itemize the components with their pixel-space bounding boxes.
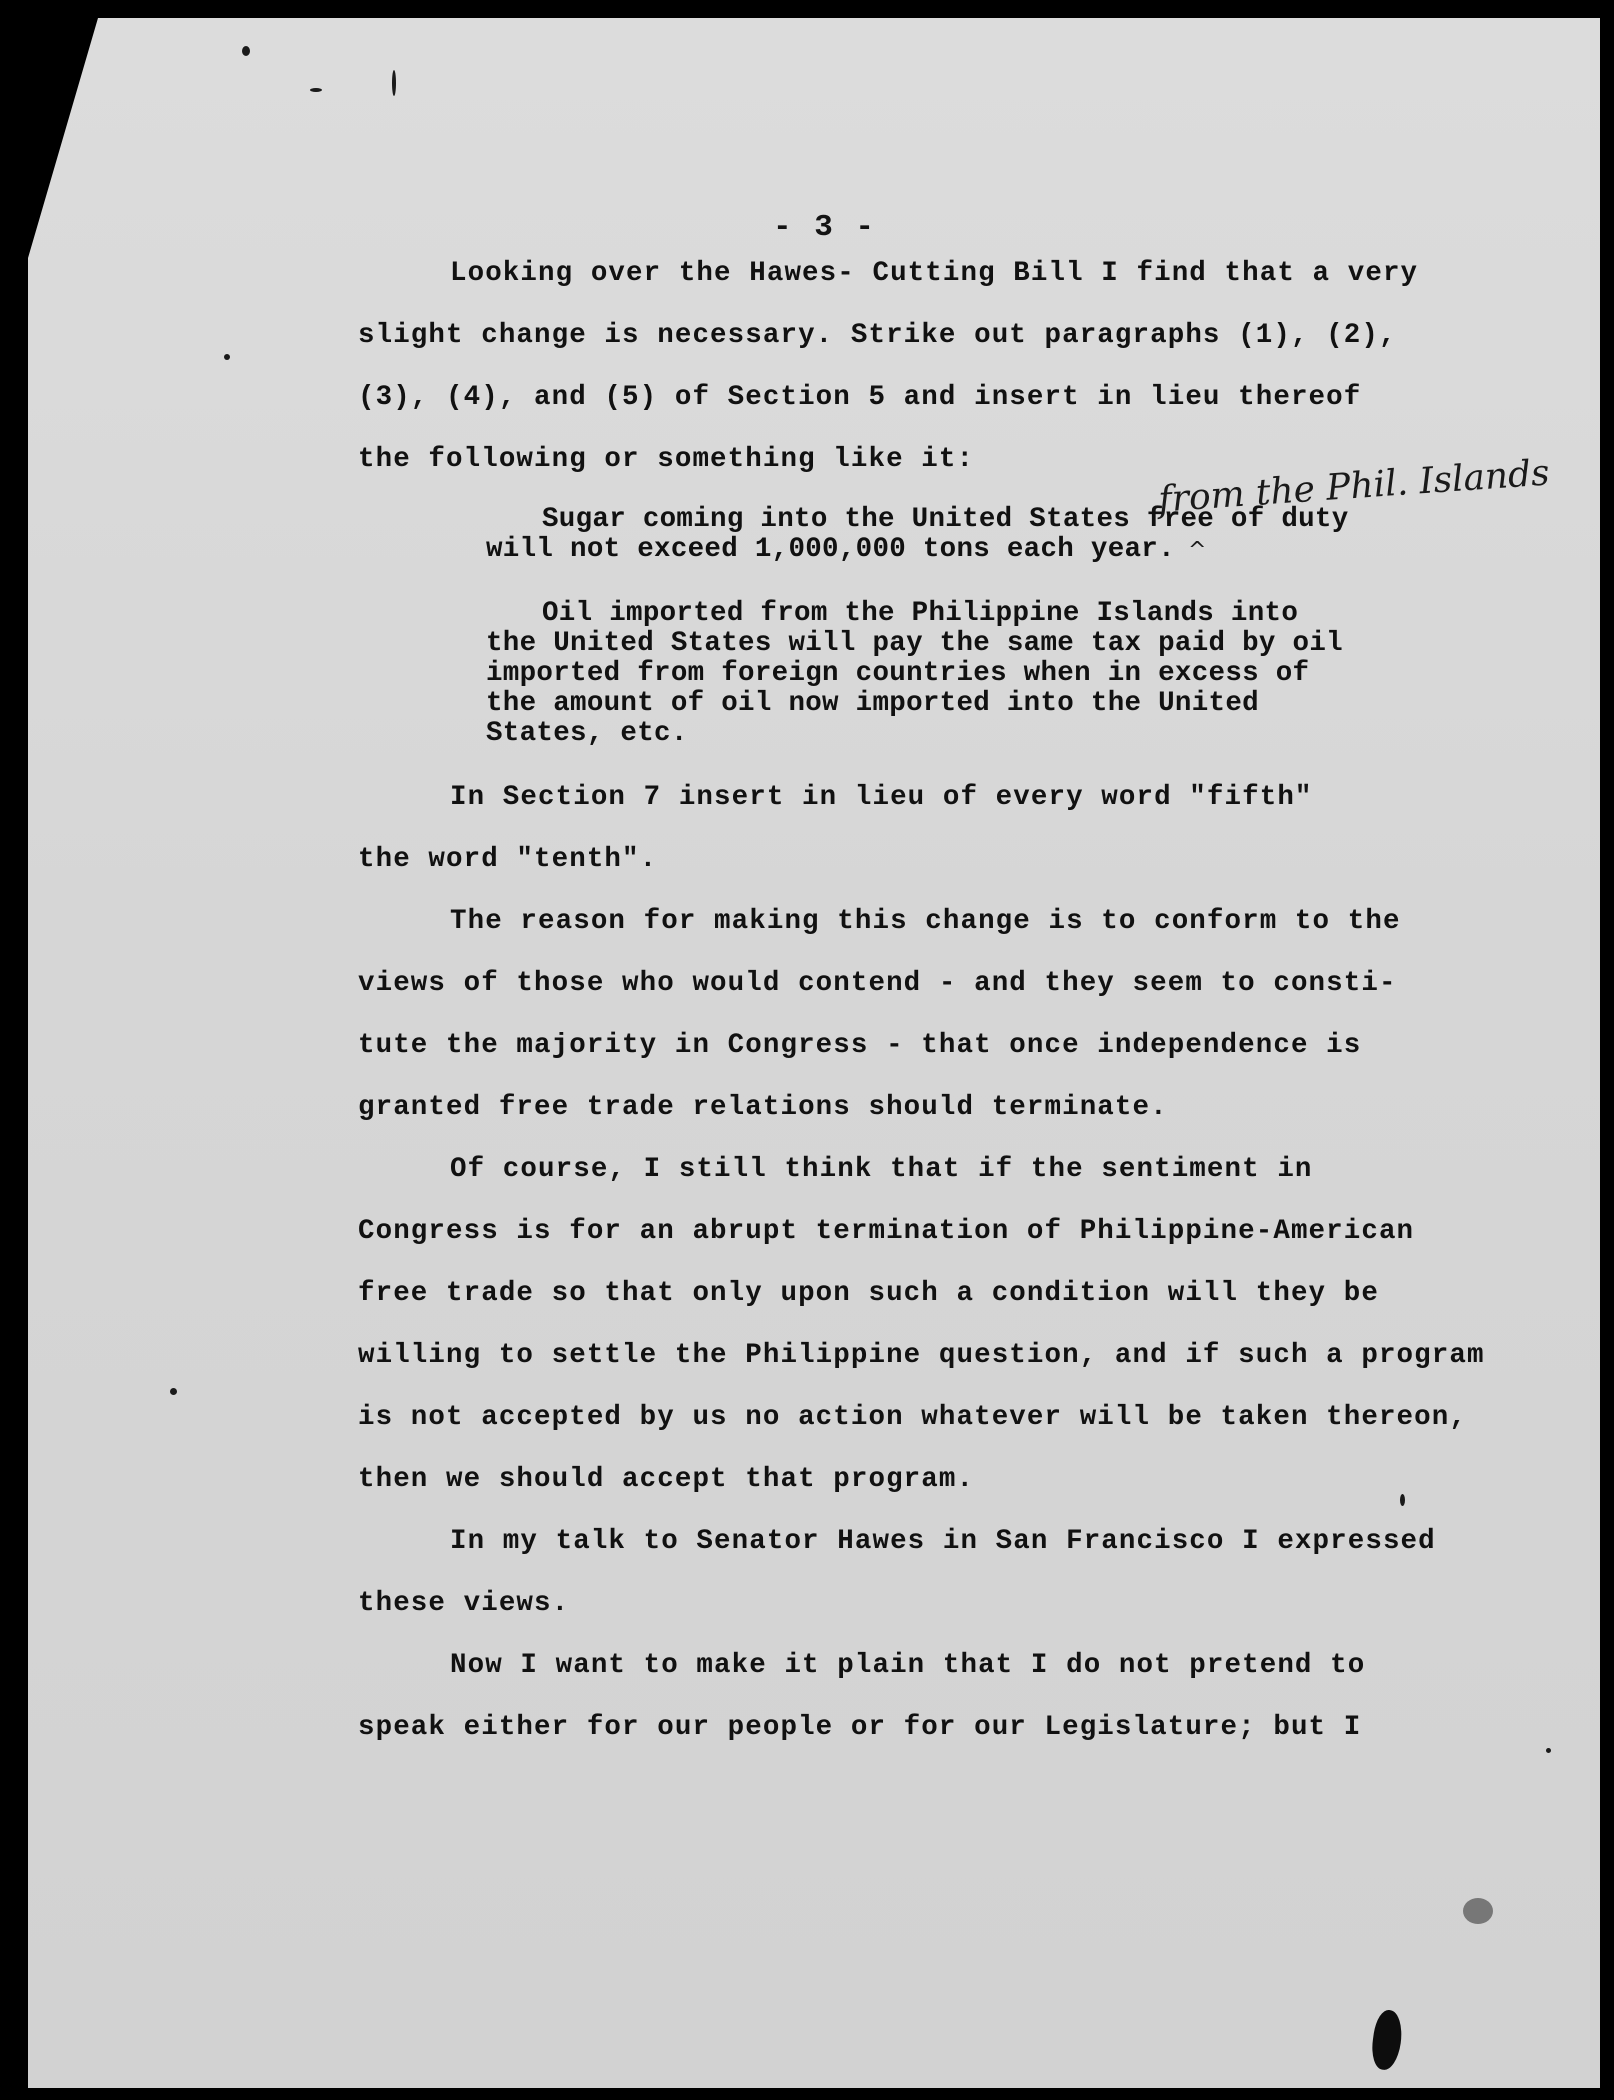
paragraph-5-line-2: these views. <box>358 1588 570 1619</box>
paragraph-3-line-1: The reason for making this change is to conform to the <box>450 906 1401 937</box>
paragraph-1-line-2: slight change is necessary. Strike out paragraphs (1), (2), <box>358 320 1397 351</box>
folded-corner-shadow <box>28 18 98 258</box>
insertion-caret: ^ <box>1188 538 1207 563</box>
paragraph-4-line-1: Of course, I still think that if the sentiment in <box>450 1154 1313 1185</box>
ink-speck <box>1400 1494 1405 1506</box>
quote-2-line-1: Oil imported from the Philippine Islands into <box>542 598 1299 629</box>
paragraph-2-line-1: In Section 7 insert in lieu of every word "fifth" <box>450 782 1313 813</box>
ink-speck <box>392 70 396 96</box>
ink-speck <box>1463 1898 1493 1924</box>
ink-speck <box>242 46 250 56</box>
ink-speck <box>310 88 322 92</box>
paragraph-4-line-2: Congress is for an abrupt termination of Philippine-American <box>358 1216 1415 1247</box>
handwritten-insertion: from the Phil. Islands <box>1157 452 1551 521</box>
paragraph-2-line-2: the word "tenth". <box>358 844 658 875</box>
paragraph-3-line-4: granted free trade relations should terminate. <box>358 1092 1168 1123</box>
quote-2-line-4: the amount of oil now imported into the United <box>486 688 1259 719</box>
quote-2-line-3: imported from foreign countries when in excess of <box>486 658 1310 689</box>
paragraph-1-line-4: the following or something like it: <box>358 444 975 475</box>
ink-speck <box>224 354 230 360</box>
paper-sheet <box>28 18 1600 2088</box>
ink-blot <box>1369 2008 1405 2071</box>
paragraph-5-line-1: In my talk to Senator Hawes in San Francisco I expressed <box>450 1526 1436 1557</box>
paragraph-4-line-4: willing to settle the Philippine question, and if such a program <box>358 1340 1485 1371</box>
paragraph-1-line-1: Looking over the Hawes- Cutting Bill I find that a very <box>450 258 1419 289</box>
paragraph-4-line-3: free trade so that only upon such a condition will they be <box>358 1278 1379 1309</box>
paragraph-6-line-1: Now I want to make it plain that I do not pretend to <box>450 1650 1366 1681</box>
quote-2-line-2: the United States will pay the same tax paid by oil <box>486 628 1343 659</box>
quote-2-line-5: States, etc. <box>486 718 688 749</box>
paragraph-4-line-6: then we should accept that program. <box>358 1464 975 1495</box>
paragraph-3-line-2: views of those who would contend - and they seem to consti- <box>358 968 1397 999</box>
paragraph-1-line-3: (3), (4), and (5) of Section 5 and insert in lieu thereof <box>358 382 1362 413</box>
quote-1-line-2: will not exceed 1,000,000 tons each year. <box>486 534 1175 565</box>
page-number: - 3 - <box>773 210 877 245</box>
ink-speck <box>1546 1748 1551 1753</box>
paragraph-3-line-3: tute the majority in Congress - that once independence is <box>358 1030 1362 1061</box>
ink-speck <box>170 1388 177 1395</box>
paragraph-6-line-2: speak either for our people or for our Legislature; but I <box>358 1712 1362 1743</box>
quote-1-line-1: Sugar coming into the United States free of duty <box>542 504 1349 535</box>
paragraph-4-line-5: is not accepted by us no action whatever will be taken thereon, <box>358 1402 1467 1433</box>
